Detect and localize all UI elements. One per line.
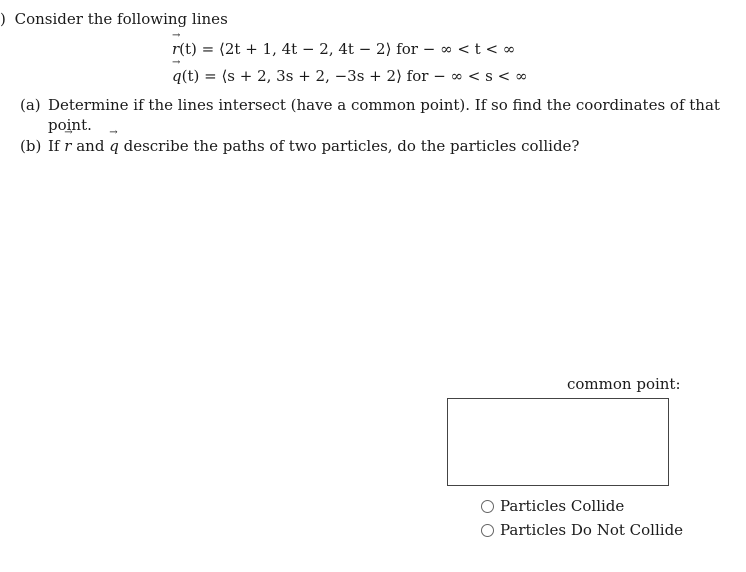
- part-b-q-symbol: → q: [109, 137, 119, 155]
- part-a-line2: point.: [48, 116, 92, 134]
- radio-do-not-collide[interactable]: [481, 524, 494, 537]
- partial-paren: ): [0, 10, 6, 28]
- part-a-line1: Determine if the lines intersect (have a common point). If so find the coordinates of that: [48, 96, 720, 114]
- option-do-not-collide-label: Particles Do Not Collide: [500, 521, 684, 539]
- r-vector-symbol: → r: [172, 40, 179, 58]
- equation-q: [172, 67, 527, 85]
- part-b-r-symbol: → r: [64, 137, 71, 155]
- option-particles-collide[interactable]: [481, 497, 624, 515]
- option-particles-do-not-collide[interactable]: [481, 521, 683, 539]
- q-vector-symbol: → q: [172, 67, 182, 85]
- part-b-and: and: [76, 137, 105, 155]
- radio-collide[interactable]: [481, 500, 494, 513]
- common-point-answer-box[interactable]: [447, 398, 669, 486]
- equation-r: [172, 40, 515, 58]
- common-point-label: common point:: [567, 375, 681, 393]
- part-b-text: [48, 137, 579, 155]
- option-collide-label: Particles Collide: [500, 497, 625, 515]
- intro-text: Consider the following lines: [14, 10, 228, 28]
- part-b-if: If: [48, 137, 60, 155]
- question-intro: [0, 10, 228, 28]
- part-b-rest: describe the paths of two particles, do the particles collide?: [123, 137, 580, 155]
- part-a-label: (a): [20, 96, 41, 114]
- part-b-label: (b): [20, 137, 42, 155]
- equation-r-rest: (t) = ⟨2t + 1, 4t − 2, 4t − 2⟩ for − ∞ < t < ∞: [179, 40, 516, 58]
- equation-q-rest: (t) = ⟨s + 2, 3s + 2, −3s + 2⟩ for − ∞ < s < ∞: [181, 67, 528, 85]
